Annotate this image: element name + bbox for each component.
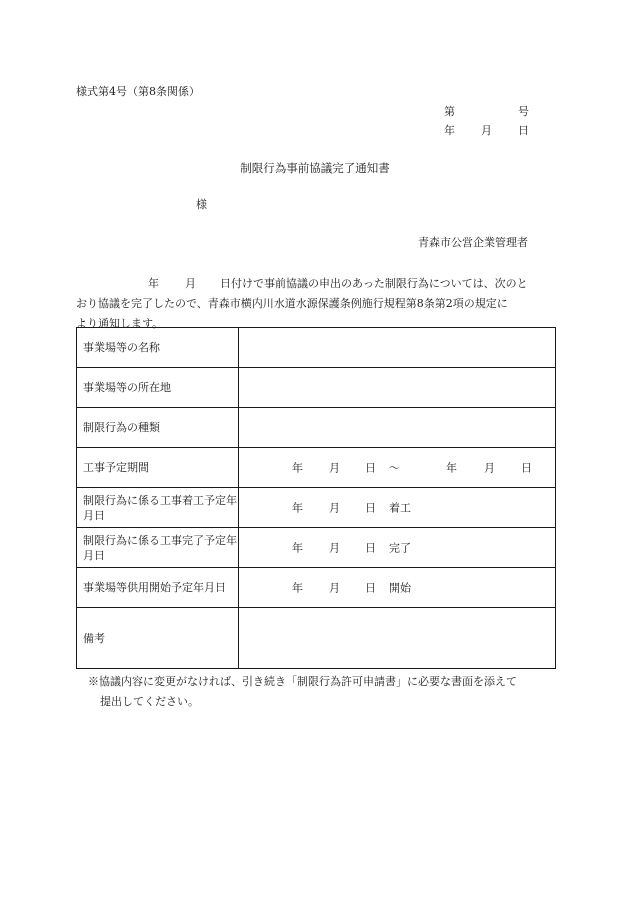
period-end-day: 日 [521, 461, 532, 474]
period-start-month: 月 [329, 461, 340, 474]
construction-period-value [239, 448, 556, 488]
facility-location-label: 事業場等の所在地 [77, 368, 239, 408]
completion-day: 日 [365, 541, 376, 554]
completion-date-value [239, 528, 556, 568]
table-row [77, 408, 556, 448]
table-row [77, 368, 556, 408]
service-year: 年 [292, 581, 303, 594]
date-day: 日 [518, 124, 529, 137]
remarks-label: 備考 [77, 608, 239, 669]
date-year: 年 [444, 124, 455, 137]
body-line-2: おり協議を完了したので、青森市横内川水道水源保護条例施行規程第8条第2項の規定に [76, 297, 508, 310]
notification-table [76, 327, 556, 669]
footnote [88, 672, 517, 712]
body-paragraph [76, 274, 556, 334]
issuer-name: 青森市公営企業管理者 [418, 236, 528, 249]
table-row [77, 528, 556, 568]
date-month: 月 [481, 124, 492, 137]
service-day: 日 [365, 581, 376, 594]
table-row [77, 608, 556, 669]
document-title: 制限行為事前協議完了通知書 [240, 161, 390, 175]
facility-location-value [239, 368, 556, 408]
restricted-act-type-value [239, 408, 556, 448]
table-row [77, 448, 556, 488]
form-number-label: 様式第4号（第8条関係） [76, 85, 200, 98]
facility-name-value [239, 328, 556, 368]
service-month: 月 [329, 581, 340, 594]
completion-year: 年 [292, 541, 303, 554]
recipient-suffix: 様 [196, 198, 207, 211]
body-line-1 [76, 274, 556, 294]
facility-name-label: 事業場等の名称 [77, 328, 239, 368]
service-start-date-label: 事業場等供用開始予定年月日 [77, 568, 239, 608]
completion-date-label: 制限行為に係る工事完了予定年月日 [77, 528, 239, 568]
table-row [77, 328, 556, 368]
restricted-act-type-label: 制限行為の種類 [77, 408, 239, 448]
start-year: 年 [292, 501, 303, 514]
body-month: 月 [185, 277, 196, 290]
start-day: 日 [365, 501, 376, 514]
construction-period-label: 工事予定期間 [77, 448, 239, 488]
period-end-month: 月 [484, 461, 495, 474]
number-suffix: 号 [518, 105, 529, 118]
footnote-line-1: ※協議内容に変更がなければ、引き続き「制限行為許可申請書」に必要な書面を添えて [88, 675, 517, 688]
completion-suffix: 完了 [389, 541, 411, 554]
number-prefix: 第 [444, 105, 455, 118]
table-row [77, 488, 556, 528]
footnote-line-2: 提出してください。 [100, 695, 199, 708]
period-start-year: 年 [292, 461, 303, 474]
start-date-value [239, 488, 556, 528]
start-suffix: 着工 [389, 501, 411, 514]
period-end-year: 年 [446, 461, 457, 474]
remarks-value [239, 608, 556, 669]
body-line-1-text: 日付けで事前協議の申出のあった制限行為については、次のと [220, 277, 528, 290]
start-date-label: 制限行為に係る工事着工予定年月日 [77, 488, 239, 528]
period-start-day: 日 [365, 461, 376, 474]
table-row [77, 568, 556, 608]
body-year: 年 [148, 277, 159, 290]
start-month: 月 [329, 501, 340, 514]
body-line-3: より通知します。 [76, 317, 164, 330]
period-tilde: ～ [389, 461, 400, 474]
completion-month: 月 [329, 541, 340, 554]
service-start-date-value [239, 568, 556, 608]
service-suffix: 開始 [389, 581, 411, 594]
